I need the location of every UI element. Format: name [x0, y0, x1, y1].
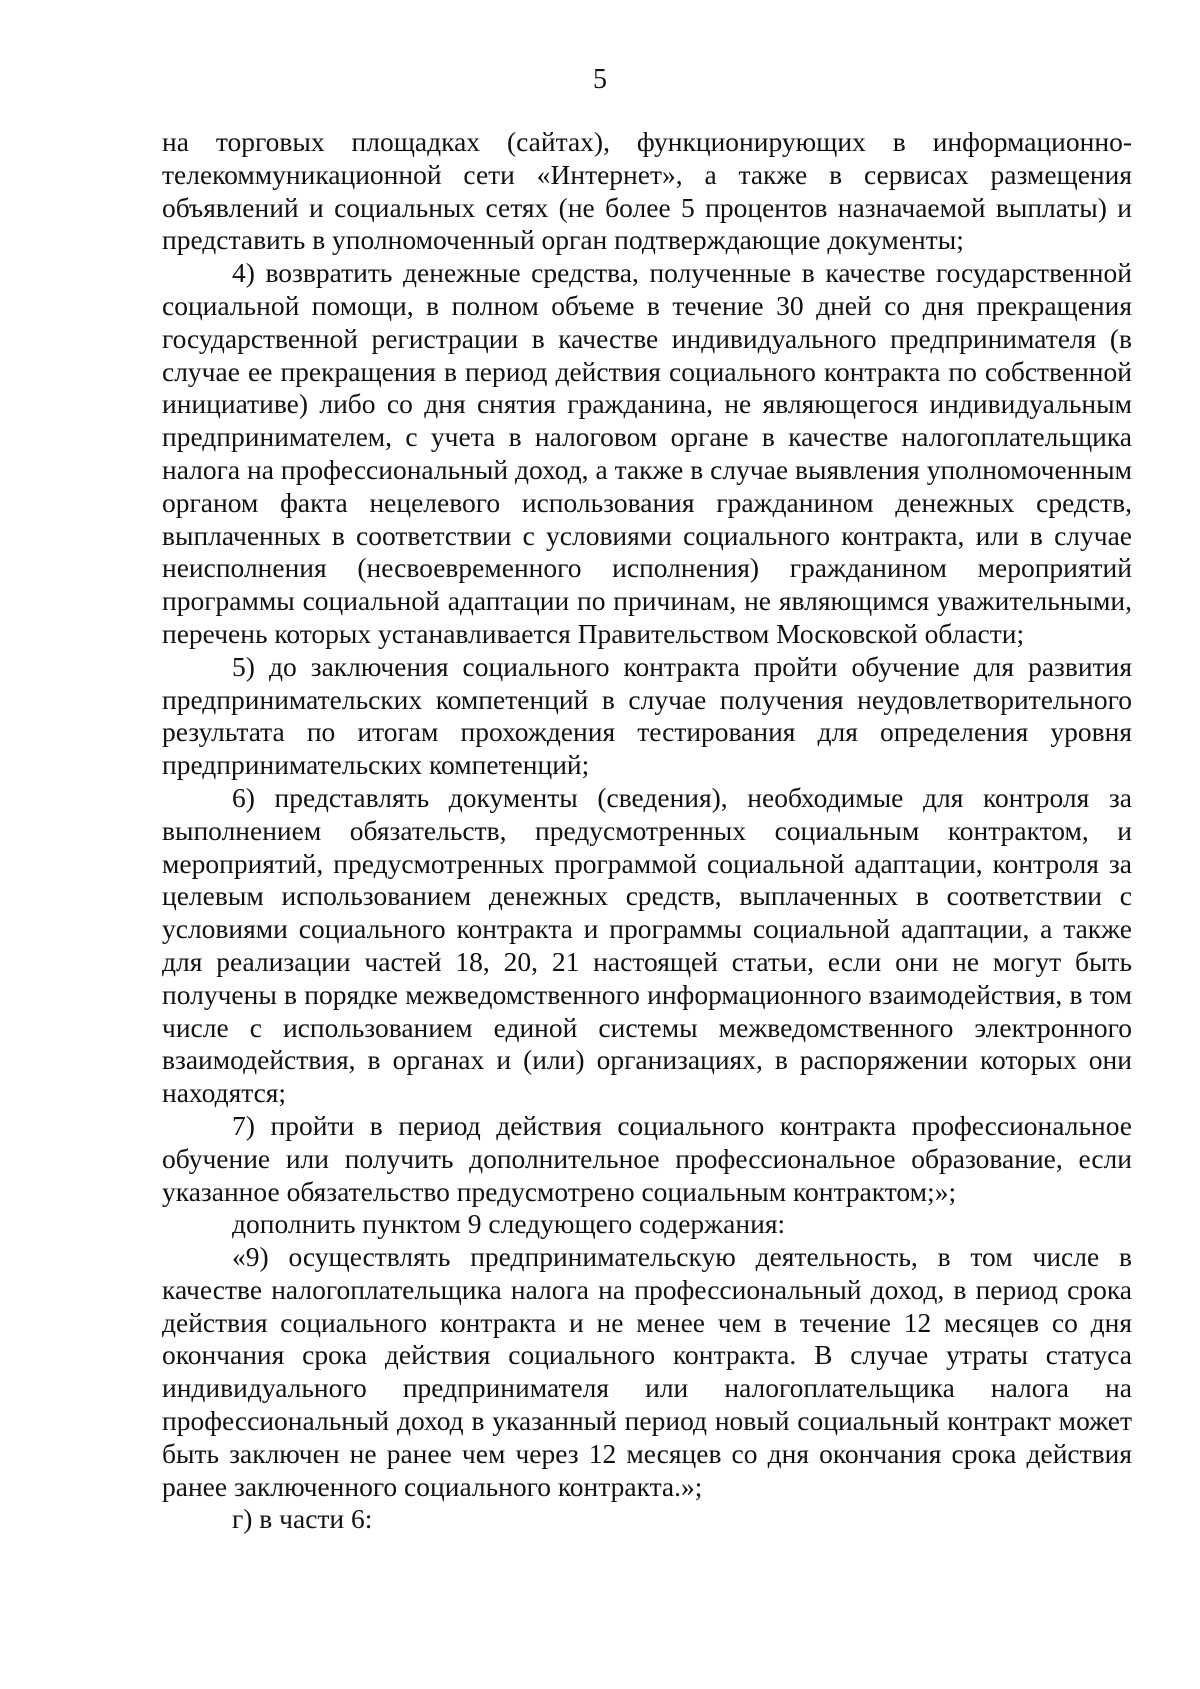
- paragraph-continuation: на торговых площадках (сайтах), функционирующих в информационно-телекоммуникационной сети «Интернет», а также в сервисах размещения объявлений и социальных сетях (не более 5 процентов назначаемой выплаты) и представить в уполномоченный орган подтверждающие документы;: [162, 126, 1132, 256]
- paragraph-item-7: 7) пройти в период действия социального контракта профессиональное обучение или получить дополнительное профессиональное образование, если указанное обязательство предусмотрено социальным контрактом;»;: [162, 1109, 1132, 1207]
- page-number: 5: [593, 64, 607, 95]
- paragraph-item-5: 5) до заключения социального контракта пройти обучение для развития предпринимательских компетенций в случае получения неудовлетворительного результата по итогам прохождения тестирования для определения уровня предпринимательских компетенций;: [162, 650, 1132, 781]
- paragraph-item-6: 6) представлять документы (сведения), необходимые для контроля за выполнением обязательств, предусмотренных социальным контрактом, и мероприятий, предусмотренных программой социальной адаптации, контроля за целевым использованием денежных средств, выплаченных в соответствии с условиями социального контракта и программы социальной адаптации, а также для реализации частей 18, 20, 21 настоящей статьи, если они не могут быть получены в порядке межведомственного информационного взаимодействия, в том числе с использованием единой системы межведомственного электронного взаимодействия, в органах и (или) организациях, в распоряжении которых они находятся;: [162, 781, 1132, 1109]
- document-body: [162, 126, 1132, 1536]
- paragraph-item-9: «9) осуществлять предпринимательскую деятельность, в том числе в качестве налогоплательщика налога на профессиональный доход, в период срока действия социального контракта и не менее чем в течение 12 месяцев со дня окончания срока действия социального контракта. В случае утраты статуса индивидуального предпринимателя или налогоплательщика налога на профессиональный доход в указанный период новый социальный контракт может быть заключен не ранее чем через 12 месяцев со дня окончания срока действия ранее заключенного социального контракта.»;: [162, 1241, 1132, 1502]
- paragraph-item-4: 4) возвратить денежные средства, полученные в качестве государственной социальной помощи, в полном объеме в течение 30 дней со дня прекращения государственной регистрации в качестве индивидуального предпринимателя (в случае ее прекращения в период действия социального контракта по собственной инициативе) либо со дня снятия гражданина, не являющегося индивидуальным предпринимателем, с учета в налоговом органе в качестве налогоплательщика налога на профессиональный доход, а также в случае выявления уполномоченным органом факта нецелевого использования гражданином денежных средств, выплаченных в соответствии с условиями социального контракта, или в случае неисполнения (несвоевременного исполнения) гражданином мероприятий программы социальной адаптации по причинам, не являющимся уважительными, перечень которых устанавливается Правительством Московской области;: [162, 257, 1132, 649]
- paragraph-subitem-g: г) в части 6:: [232, 1503, 373, 1535]
- paragraph-add-item-9: дополнить пунктом 9 следующего содержания:: [232, 1208, 786, 1240]
